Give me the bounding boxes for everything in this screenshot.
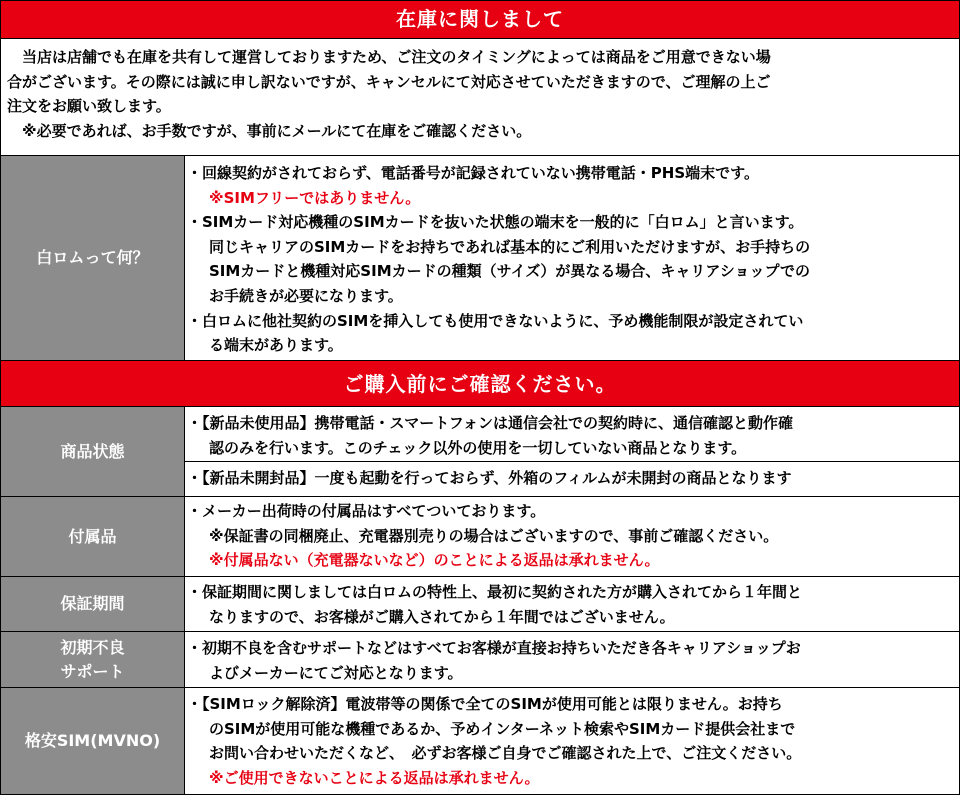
condition-label: 商品状態 — [1, 407, 185, 496]
stock-line: ※必要であれば、お手数ですが、事前にメールにて在庫をご確認ください。 — [7, 121, 532, 140]
whiterom-line: ・回線契約がされておらず、電話番号が記録されていない携帯電話・PHS端末です。 — [187, 164, 759, 182]
support-line: ・初期不良を含むサポートなどはすべてお客様が直接お持ちいただき各キャリアショップお — [187, 639, 801, 657]
warranty-label: 保証期間 — [1, 577, 185, 631]
warranty-content — [187, 580, 953, 629]
whiterom-content — [187, 161, 953, 358]
condition-row — [1, 406, 959, 496]
purchase-title: ご購入前にご確認ください。 — [343, 372, 617, 396]
whiterom-line: ・白ロムに他社契約のSIMを挿入しても使用できないように、予め機能制限が設定されてい — [187, 311, 804, 330]
stock-line: 当店は店舗でも在庫を共有して運営しておりますため、ご注文のタイミングによっては商品をご用意できない場 — [7, 48, 771, 66]
accessories-content — [187, 499, 953, 573]
condition-line: 認のみを行います。このチェック以外の使用を一切していない商品となります。 — [209, 438, 747, 457]
whiterom-line: お手続きが必要になります。 — [209, 286, 403, 305]
accessories-row — [1, 496, 959, 576]
whiterom-line: 同じキャリアのSIMカードをお持ちであれば基本的にご利用いただけますが、お手持ちの — [209, 237, 811, 256]
accessories-label: 付属品 — [1, 497, 185, 576]
condition-content-2 — [187, 466, 953, 491]
mvno-line: ・【SIMロック解除済】電波帯等の関係で全てのSIMが使用可能とは限りません。お持ち — [187, 695, 783, 713]
warranty-line: ・保証期間に関しましては白ロムの特性上、最初に契約された方が購入されてから１年間と — [187, 583, 803, 601]
whiterom-warning: ※SIMフリーではありません。 — [209, 188, 421, 207]
mvno-warning: ※ご使用できないことによる返品は承れません。 — [209, 768, 540, 787]
mvno-line: のSIMが使用可能な機種であるか、予めインターネット検索やSIMカード提供会社まで — [209, 719, 796, 738]
mvno-label: 格安SIM(MVNO) — [1, 688, 185, 794]
stock-title: 在庫に関しまして — [396, 7, 564, 31]
stock-notice — [1, 38, 959, 155]
condition-divider — [185, 461, 959, 462]
whiterom-label: 白ロムって何？ — [1, 156, 185, 360]
mvno-row — [1, 687, 959, 794]
support-label-line: サポート — [60, 661, 125, 681]
accessories-line: ※保証書の同梱廃止、充電器別売りの場合はございますので、事前ご確認ください。 — [209, 526, 779, 545]
whiterom-row — [1, 155, 959, 360]
condition-content — [187, 411, 953, 460]
accessories-line: ・メーカー出荷時の付属品はすべてついております。 — [187, 502, 546, 520]
mvno-content — [187, 692, 953, 790]
whiterom-line: SIMカードと機種対応SIMカードの種類（サイズ）が異なる場合、キャリアショップでの — [209, 262, 810, 281]
stock-line: 合がございます。その際には誠に申し訳ないですが、キャンセルにて対応させていただきますので、ご理解の上ご — [7, 72, 771, 91]
support-line: よびメーカーにてご対応となります。 — [209, 663, 463, 682]
whiterom-line: ・SIMカード対応機種のSIMカードを抜いた状態の端末を一般的に「白ロム」と言います。 — [187, 213, 804, 232]
support-row — [1, 631, 959, 687]
accessories-warning: ※付属品ない（充電器ないなど）のことによる返品は承れません。 — [209, 551, 660, 570]
purchase-banner — [1, 360, 959, 406]
condition-line: ・【新品未開封品】一度も起動を行っておらず、外箱のフィルムが未開封の商品となります — [187, 469, 792, 487]
whiterom-line: る端末があります。 — [209, 336, 343, 355]
warranty-line: なりますので、お客様がご購入されてから１年間ではございません。 — [209, 607, 675, 626]
stock-banner — [1, 1, 959, 38]
support-label — [1, 632, 185, 687]
warranty-row — [1, 576, 959, 631]
support-content — [187, 636, 953, 685]
stock-line: 注文をお願い致します。 — [7, 97, 171, 116]
support-label-line: 初期不良 — [60, 637, 125, 657]
condition-line: ・【新品未使用品】携帯電話・スマートフォンは通信会社での契約時に、通信確認と動作確 — [187, 414, 794, 432]
mvno-line: お問い合わせいただくなど、 必ずお客様ご自身でご確認された上で、ご注文ください。 — [209, 744, 802, 763]
